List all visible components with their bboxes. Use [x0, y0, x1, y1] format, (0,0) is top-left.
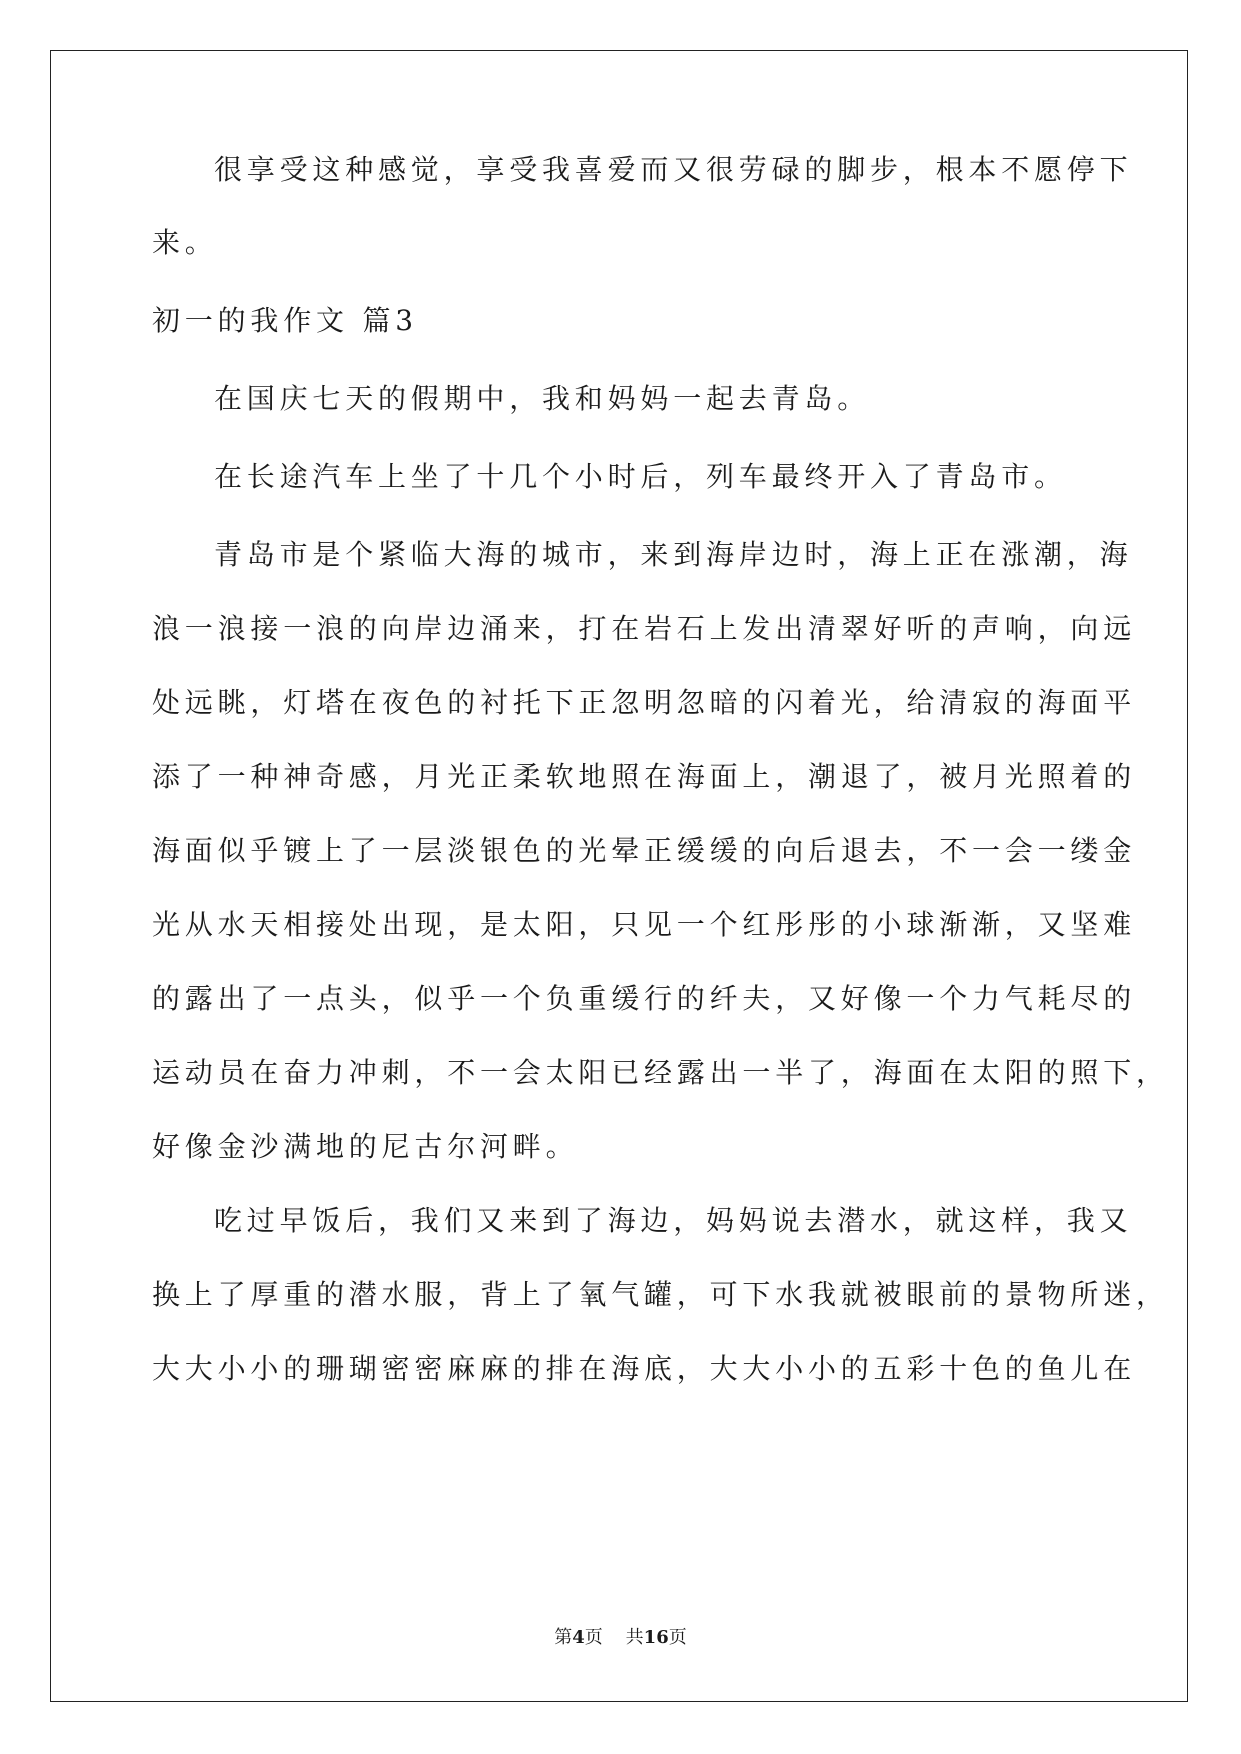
paragraph-line: 吃过早饭后，我们又来到了海边，妈妈说去潜水，就这样，我又: [214, 1204, 1133, 1237]
paragraph-line: 好像金沙满地的尼古尔河畔。: [152, 1130, 579, 1163]
paragraph-line: 的露出了一点头，似乎一个负重缓行的纤夫，又好像一个力气耗尽的: [152, 982, 1137, 1015]
total-prefix: 共: [625, 1627, 644, 1648]
page-footer: [0, 1626, 1241, 1650]
paragraph-line: 添了一种神奇感，月光正柔软地照在海面上，潮退了，被月光照着的: [152, 760, 1137, 793]
paragraph-line: 来。: [152, 226, 218, 259]
paragraph-line: 大大小小的珊瑚密密麻麻的排在海底，大大小小的五彩十色的鱼儿在: [152, 1352, 1137, 1385]
paragraph-line: 换上了厚重的潜水服，背上了氧气罐，可下水我就被眼前的景物所迷，: [152, 1278, 1169, 1311]
total-suffix: 页: [668, 1627, 687, 1648]
paragraph-line: 光从水天相接处出现，是太阳，只见一个红彤彤的小球渐渐，又坚难: [152, 908, 1137, 941]
total-pages: 16: [643, 1627, 669, 1648]
paragraph-line: 浪一浪接一浪的向岸边涌来，打在岩石上发出清翠好听的声响，向远: [152, 612, 1137, 645]
paragraph-line: 在国庆七天的假期中，我和妈妈一起去青岛。: [214, 382, 871, 415]
paragraph-line: 很享受这种感觉，享受我喜爱而又很劳碌的脚步，根本不愿停下: [214, 153, 1133, 186]
page-suffix: 页: [584, 1627, 603, 1648]
paragraph-line: 海面似乎镀上了一层淡银色的光晕正缓缓的向后退去，不一会一缕金: [152, 834, 1137, 867]
paragraph-line: 在长途汽车上坐了十几个小时后，列车最终开入了青岛市。: [214, 460, 1067, 493]
paragraph-line: 处远眺，灯塔在夜色的衬托下正忽明忽暗的闪着光，给清寂的海面平: [152, 686, 1137, 719]
page-prefix: 第: [554, 1627, 573, 1648]
section-heading: 初一的我作文 篇3: [152, 304, 418, 337]
paragraph-line: 青岛市是个紧临大海的城市，来到海岸边时，海上正在涨潮，海: [214, 538, 1133, 571]
page-border: [50, 50, 1188, 1702]
paragraph-line: 运动员在奋力冲刺，不一会太阳已经露出一半了，海面在太阳的照下，: [152, 1056, 1169, 1089]
page-number: 4: [572, 1627, 585, 1648]
